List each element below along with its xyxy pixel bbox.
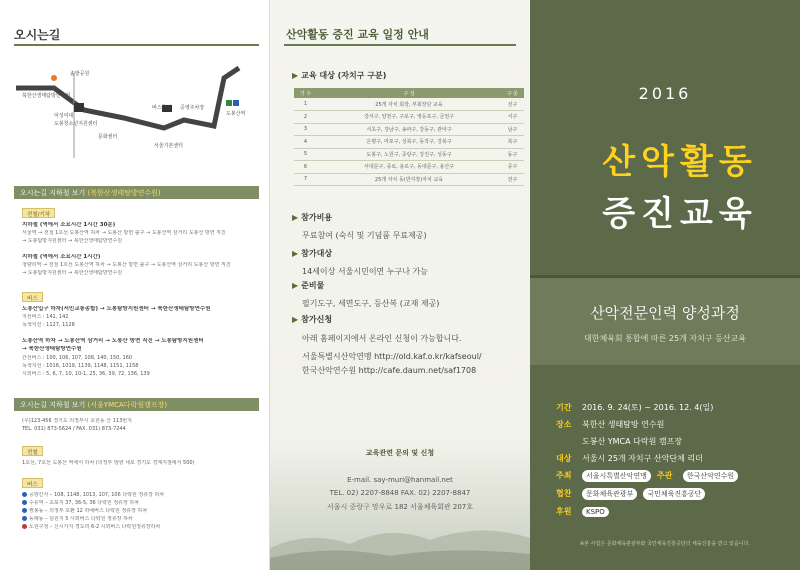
place-row: 장소 북한산 생태탐방 연수원 — [556, 420, 665, 429]
bus-route-heading: 도봉산입구 하차(서민교통종합) → 도봉탐방지원센터 → 북한산생태탐방연수원 — [22, 306, 211, 312]
bus-route-line: → 북한산생태탐방연수원 — [22, 346, 82, 352]
sponsor-logo-2: 국민체육진흥공단 — [643, 488, 705, 500]
map-label: 공영주차장 — [180, 105, 205, 111]
bus-route-line: 지선버스 : 141, 142 — [22, 314, 69, 320]
bus-route-line: 시외버스 : 5, 6, 7, 10, 10-1, 25, 36, 39, 72, 136, 139 — [22, 371, 150, 377]
bus2-tag: 버스 — [22, 478, 43, 488]
arrow-icon: ▶ — [292, 249, 299, 258]
table-row: 3 서초구, 강남구, 송파구, 강동구, 관악구 남구 — [294, 123, 524, 136]
arrow-icon: ▶ — [292, 213, 299, 222]
apply-link-1[interactable]: 서울특별시산악연맹 http://old.kaf.o.kr/kafseoul/ — [302, 352, 482, 361]
bus2-line: 동래동 – 넘원지 5 시외버스 다락원 정류장 하차 — [22, 516, 260, 523]
ymca-phone: TEL. 031) 873-5624 / FAX. 031) 873-7244 — [22, 426, 126, 432]
subway-icon-2 — [233, 100, 239, 106]
schedule-table — [294, 88, 524, 186]
target-row: 대상 서울시 25개 자치구 산악단체 리더 — [556, 454, 703, 463]
table-row: 2 강서구, 양천구, 구로구, 영등포구, 금천구 서구 — [294, 111, 524, 124]
table-header: 구 분 — [501, 88, 524, 98]
prep-heading: ▶ 준비물 — [292, 281, 325, 290]
table-header: 구 성 — [317, 88, 501, 98]
contact-phone: TEL. 02) 2207-8848 FAX. 02) 2207-8847 — [329, 489, 471, 497]
course-subtitle: 대한체육회 통합에 따른 25개 자치구 등산교육 — [584, 334, 746, 343]
apply-text: 아래 홈페이지에서 온라인 신청이 가능합니다. — [302, 334, 462, 343]
map-label: 도봉산역 — [226, 111, 246, 117]
target2-heading: ▶ 참가대상 — [292, 249, 333, 258]
target-heading: ▶ 교육 대상 (자치구 구분) — [292, 71, 387, 80]
schedule-title: 산악활동 증진 교육 일정 안내 — [286, 28, 429, 41]
bus-tag: 버스 — [22, 292, 43, 302]
route-heading: 지하철 (역에서 소요시간 1시간) — [22, 254, 101, 260]
title-rule — [14, 44, 259, 46]
line-dot-icon — [22, 524, 27, 529]
directions-panel — [0, 0, 270, 570]
prep-text: 필기도구, 세면도구, 등산복 (교재 제공) — [302, 299, 440, 308]
line-dot-icon — [22, 492, 27, 497]
contact-title: 교육관련 문의 및 신청 — [365, 449, 435, 457]
table-row: 6 서대문구, 종로, 용로구, 동대문구, 용산구 중구 — [294, 161, 524, 174]
schedule-rule — [284, 44, 516, 46]
table-row: 4 은평구, 마포구, 성북구, 동작구, 강북구 북구 — [294, 136, 524, 149]
bus2-line: 쌍봉동 – 의정부 호환 12 하에버스 다락원 정류장 하차 — [22, 508, 260, 515]
map-label: 솔밭공원 — [70, 71, 90, 77]
cover-panel — [530, 0, 800, 570]
line-dot-icon — [22, 508, 27, 513]
course-name: 산악전문인력 양성과정 — [590, 304, 740, 322]
apply-heading: ▶ 참가신청 — [292, 315, 333, 324]
directions-title: 오시는길 — [14, 28, 61, 42]
route-line: 서울역 → 전철 1호선 도봉산역 하차 → 도봉산 방면 출구 → 도봉산역 삼거리 도봉산 방면 직진 — [22, 230, 226, 236]
support-logo: KSPO — [582, 507, 609, 517]
cost-heading: ▶ 참가비용 — [292, 213, 333, 222]
footnote: ※본 사업은 문화체육관광부와 국민체육진흥공단의 체육진흥을 받고 있습니다. — [580, 541, 750, 547]
organizer-logo: 한국산악연수원 — [683, 470, 738, 482]
contact-email[interactable]: E-mail. say-muri@hanmail.net — [347, 476, 453, 484]
route-line: → 도봉탐방지원센터 → 북한산생태탐방연수원 — [22, 270, 123, 276]
house-icon — [74, 103, 84, 112]
map-label: 덕성여대 — [54, 113, 74, 119]
line-dot-icon — [22, 500, 27, 505]
table-row: 5 도봉구, 노원구, 중랑구, 강진구, 성동구 동구 — [294, 148, 524, 161]
ymca-directions-bar: 오시는길 지하철 보기 (서울YMCA다락원캠프장) — [14, 398, 259, 411]
location-pin-icon — [51, 75, 57, 81]
arrow-icon: ▶ — [292, 315, 299, 324]
sponsor-logo-1: 문화체육관광부 — [582, 488, 637, 500]
year: 2016 — [638, 84, 692, 103]
title-line-2: 증진교육 — [602, 194, 758, 234]
ymca-address: (우)123-456 경기도 의정부시 호원동 산 113번지 — [22, 418, 132, 424]
host-row: 주최 서울시특별산악연맹 주관 한국산악연수원 — [556, 470, 744, 482]
target2-text: 14세이상 서울시민이면 누구나 가능 — [302, 267, 428, 276]
bus-route-line: 녹색지선 : 1016, 1019, 1139, 1148, 1151, 1158 — [22, 363, 139, 369]
contact-address: 서울시 중랑구 망우로 182 서울체육회관 207호 — [326, 503, 474, 511]
bus2-line: 노원구청 – 신시가지 경도리 6-2 시외버스 다락원정류장하차 — [22, 524, 260, 531]
map-label: 북한산생태탐방연수원 — [22, 93, 71, 99]
map-graphic — [14, 48, 259, 163]
bus-route-line: 간선버스 : 100, 106, 107, 108, 140, 150, 160 — [22, 355, 133, 361]
arrow-icon: ▶ — [292, 71, 299, 80]
table-row: 7 25개 자치 동(반지장)자치 교육 전구 — [294, 173, 524, 186]
place-row-2: 도봉산 YMCA 다락원 캠프장 — [582, 437, 683, 446]
route-line: → 도봉탐방지원센터 → 북한산생태탐방연수원 — [22, 238, 123, 244]
schedule-panel — [270, 0, 530, 570]
cost-text: 무료참여 (숙식 및 기념품 무료제공) — [302, 231, 427, 240]
bus-route-heading: 도봉산역 하차 → 도봉산역 삼거리 → 도봉산 방면 직진 → 도봉탐방지원센터 — [22, 338, 204, 344]
train-line: 1호선, 7호선 도봉산 역에서 하차 (의정부 방향 세로 경기도 경계지점에서 500) — [22, 460, 195, 466]
map-label: 도봉청소년지원센터 — [54, 121, 98, 127]
route-heading: 지하철 (역에서 소요시간 1시간 30분) — [22, 222, 116, 228]
subway-tag: 전철/기차 — [22, 208, 55, 218]
host-logo: 서울시특별산악연맹 — [582, 470, 651, 482]
bus-route-line: 녹색지선 : 1127, 1128 — [22, 322, 75, 328]
route-line: 청량리역 → 전철 1호선 도봉산역 하차 → 도봉산 방면 출구 → 도봉산역 삼거리 도봉산 방면 직진 — [22, 262, 231, 268]
train-tag: 전철 — [22, 446, 43, 456]
mountain-graphic — [270, 510, 530, 570]
title-line-1: 산악활동 — [602, 142, 758, 182]
table-row: 1 25개 자치 회장, 부회장단 교육 전구 — [294, 98, 524, 111]
bus2-line: 수유역 – 초포지 37, 36-5, 36 다락원 정류장 하차 — [22, 500, 260, 507]
bus2-line: 공항간자 – 108, 1148, 1013, 107, 106 다락원 정류장 하차 — [22, 492, 260, 499]
map-label: 문화센터 — [98, 134, 118, 140]
support-row: 후원 KSPO — [556, 506, 615, 517]
apply-link-2[interactable]: 한국산악연수원 http://cafe.daum.net/saf1708 — [302, 366, 477, 375]
map-label: 서울기본센터 — [154, 143, 183, 149]
map-label: 버스종점 — [152, 105, 172, 111]
line-dot-icon — [22, 516, 27, 521]
period-row: 기간 2016. 9. 24(토) ~ 2016. 12. 4(일) — [556, 403, 714, 412]
route-map — [14, 48, 259, 163]
arrow-icon: ▶ — [292, 281, 299, 290]
subway-icon — [226, 100, 232, 106]
table-header: 기 수 — [294, 88, 317, 98]
subway-directions-bar: 오시는길 지하철 보기 (북한산생태탐방연수원) — [14, 186, 259, 199]
sponsor-row: 협찬 문화체육관광부 국민체육진흥공단 — [556, 488, 711, 500]
